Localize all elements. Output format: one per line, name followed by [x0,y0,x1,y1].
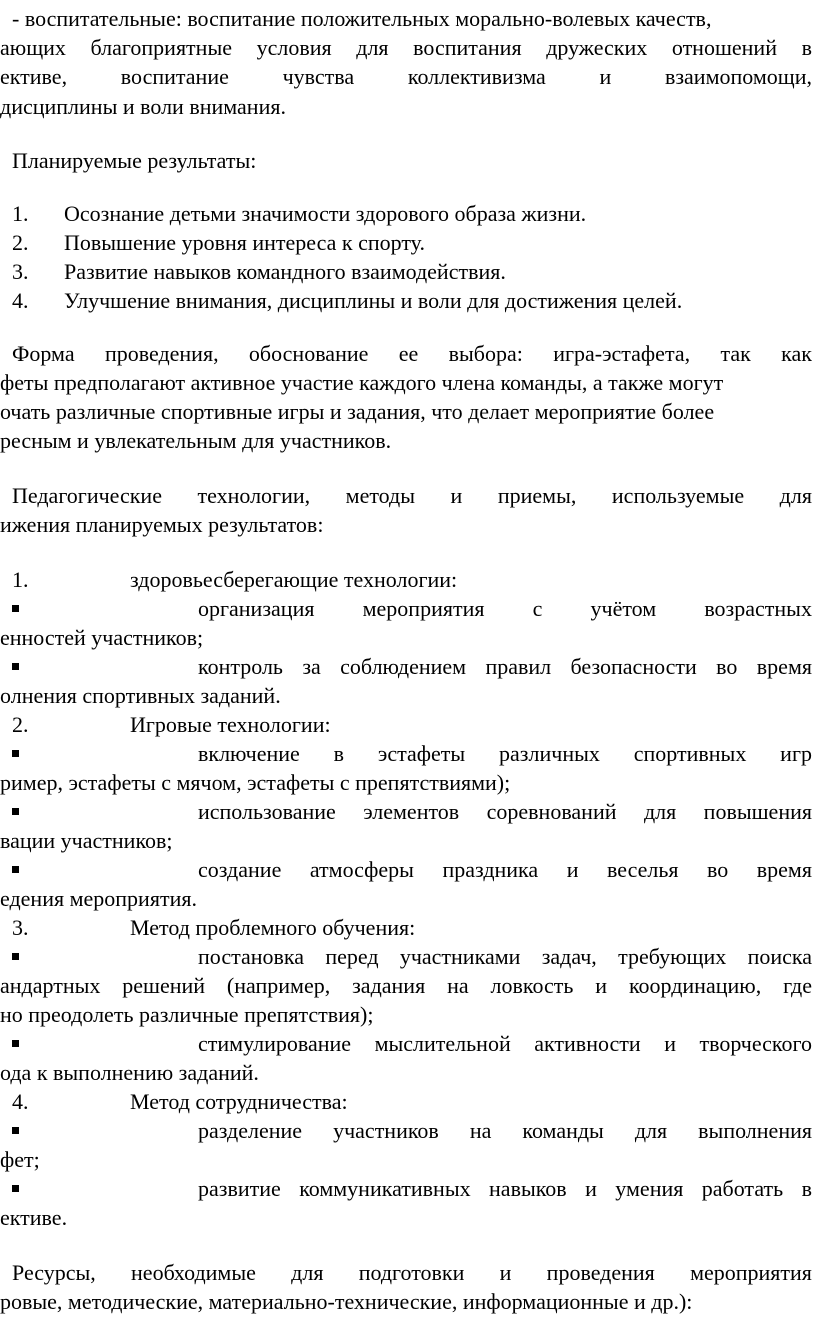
word: ловкость [490,973,574,998]
word: эстафеты [377,741,466,766]
word: использование [198,799,336,824]
text-line [0,973,812,999]
text-line: но преодолеть различные препятствия); [0,1002,374,1027]
word: технологии, [197,483,311,508]
word: постановка [198,944,305,969]
word: элементов [363,799,460,824]
word: ективе, [0,64,68,89]
bullet-marker [12,866,19,873]
text-line [12,483,812,509]
word: задач, [541,944,597,969]
word: для [634,1118,668,1143]
word: отношений [671,35,777,60]
text-line: Планируемые результаты: [12,148,257,173]
text-line [198,1118,812,1144]
list-number: 4. [12,1089,29,1114]
word: и [585,1176,597,1201]
word: (например, [226,973,331,998]
text-line [198,857,812,883]
word: на [469,1118,492,1143]
word: в [333,741,345,766]
text-line: ровые, методические, материально-технические, информационные и др.): [0,1289,693,1314]
word: для [356,35,389,60]
text-line [198,741,812,767]
text-line: - воспитательные: воспитание положительных морально-волевых качеств, [12,6,712,31]
text-line [198,944,812,970]
bullet-marker [12,808,19,815]
text-line: вации участников; [0,828,173,853]
word: чувства [282,64,355,89]
word: Ресурсы, [12,1260,96,1285]
list-item-text: Повышение уровня интереса к спорту. [64,230,425,255]
bullet-marker [12,663,19,670]
bullet-marker [12,605,19,612]
word: задания [352,973,426,998]
text-line [0,64,812,90]
word: необходимые [131,1260,256,1285]
word: приемы, [497,483,577,508]
word: проведения [546,1260,655,1285]
word: развитие [198,1176,281,1201]
word: и [566,857,579,882]
word: воспитания [413,35,522,60]
word: так [720,341,751,366]
list-item-text: Развитие навыков командного взаимодействия. [64,259,506,284]
list-item-text: Метод проблемного обучения: [130,915,416,940]
word: условия [256,35,332,60]
word: команды [522,1118,604,1143]
word: воспитание [120,64,229,89]
word: во [707,857,729,882]
word: обоснование [248,341,369,366]
word: соблюдением [340,654,467,679]
word: создание [198,857,282,882]
text-line: олнения спортивных заданий. [0,683,281,708]
word: навыков [489,1176,567,1201]
text-line: очать различные спортивные игры и задания, что делает мероприятие более [0,399,715,424]
word: время [756,654,812,679]
list-number: 3. [12,259,29,284]
bullet-marker [12,1185,19,1192]
text-line [198,1031,812,1057]
list-number: 1. [12,567,29,592]
text-line [12,288,683,314]
word: для [779,483,812,508]
text-line: дисциплины и воли внимания. [0,94,286,119]
word: выбора: [448,341,523,366]
bullet-marker [12,1040,19,1047]
word: как [781,341,812,366]
word: и [450,483,463,508]
text-line: ода к выполнению заданий. [0,1060,259,1085]
word: Форма [12,341,75,366]
text-line: едения мероприятия. [0,886,197,911]
text-line: ример, эстафеты с мячом, эстафеты с препятствиями); [0,770,511,795]
word: правил [485,654,552,679]
word: игр [780,741,812,766]
word: андартных [0,973,101,998]
text-line [198,799,812,825]
word: во [716,654,738,679]
text-line [12,915,416,941]
text-line: енностей участников; [0,625,204,650]
word: участников [333,1118,439,1143]
word: участниками [399,944,521,969]
word: праздника [442,857,539,882]
text-line [198,654,812,680]
word: за [302,654,321,679]
list-number: 2. [12,712,29,737]
text-line: ижения планируемых результатов: [0,512,324,537]
text-line [198,1176,812,1202]
word: в [801,1176,812,1201]
bullet-marker [12,1127,19,1134]
text-line: феты предполагают активное участие каждого члена команды, а также могут [0,370,724,395]
word: время [756,857,812,882]
word: возрастных [704,596,812,621]
word: подготовки [358,1260,465,1285]
word: перед [325,944,379,969]
word: творческого [699,1031,812,1056]
word: и [664,1031,676,1056]
text-line [12,1260,812,1286]
word: решений [122,973,206,998]
word: контроль [198,654,283,679]
word: повышения [703,799,812,824]
list-item-text: Игровые технологии: [130,712,331,737]
word: в [801,35,812,60]
list-item-text: Осознание детьми значимости здорового образа жизни. [64,201,587,226]
text-line [12,201,587,227]
word: мыслительной [374,1031,511,1056]
word: разделение [198,1118,303,1143]
word: коммуникативных [299,1176,471,1201]
word: выполнения [698,1118,812,1143]
text-line [12,1089,348,1115]
text-line [12,567,458,593]
bullet-marker [12,953,19,960]
word: для [643,799,677,824]
text-line [12,230,425,256]
word: различных [499,741,600,766]
text-line: ективе. [0,1205,68,1230]
word: координацию, [628,973,762,998]
word: ее [398,341,419,366]
word: игра-эстафета, [553,341,691,366]
word: стимулирование [198,1031,352,1056]
list-number: 1. [12,201,29,226]
text-line: ресным и увлекательным для участников. [0,428,392,453]
text-line: фет; [0,1147,40,1172]
word: включение [198,741,300,766]
word: веселья [607,857,679,882]
list-number: 2. [12,230,29,255]
text-line [0,35,812,61]
word: спортивных [633,741,747,766]
word: и [499,1260,512,1285]
word: дружеских [546,35,648,60]
word: благоприятные [90,35,232,60]
word: Педагогические [12,483,162,508]
word: безопасности [570,654,697,679]
word: и [595,973,608,998]
word: организация [198,596,315,621]
list-item-text: Метод сотрудничества: [130,1089,348,1114]
word: мероприятия [690,1260,812,1285]
bullet-marker [12,750,19,757]
word: работать [701,1176,784,1201]
word: соревнований [486,799,617,824]
word: атмосферы [309,857,414,882]
word: коллективизма [407,64,546,89]
text-line [12,341,812,367]
text-line [198,596,812,622]
word: требующих [618,944,727,969]
list-number: 4. [12,288,29,313]
word: поиска [747,944,812,969]
word: где [783,973,812,998]
word: проведения, [104,341,219,366]
word: умения [615,1176,684,1201]
word: и [599,64,612,89]
word: учётом [590,596,657,621]
word: взаимопомощи, [664,64,812,89]
word: используемые [611,483,745,508]
list-item-text: Улучшение внимания, дисциплины и воли для достижения целей. [64,288,683,313]
word: мероприятия [362,596,485,621]
list-number: 3. [12,915,29,940]
word: для [291,1260,324,1285]
word: активности [534,1031,641,1056]
list-item-text: здоровьесберегающие технологии: [130,567,458,592]
word: ающих [0,35,66,60]
word: методы [345,483,416,508]
word: с [532,596,543,621]
text-line [12,259,506,285]
text-line [12,712,331,738]
word: на [447,973,469,998]
